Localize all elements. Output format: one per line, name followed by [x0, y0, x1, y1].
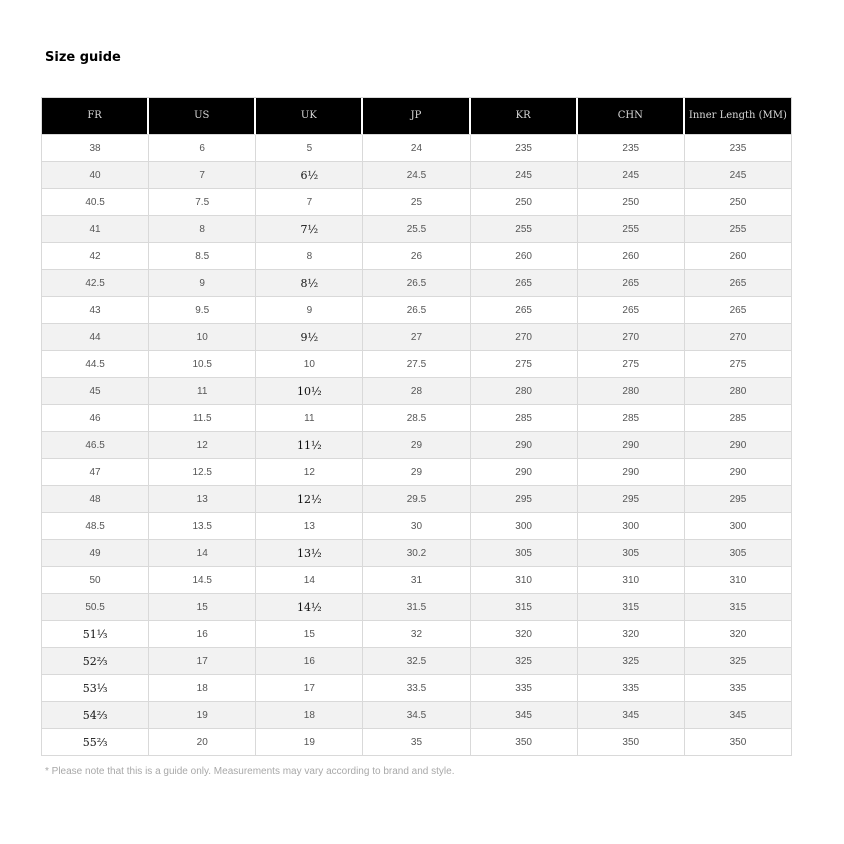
cell-uk: 5 — [256, 135, 363, 162]
cell-chn: 235 — [578, 135, 685, 162]
cell-inner-length: 295 — [685, 486, 792, 513]
cell-fr: 45 — [42, 378, 149, 405]
cell-uk: 10 — [256, 351, 363, 378]
cell-chn: 315 — [578, 594, 685, 621]
cell-uk: 9 — [256, 297, 363, 324]
cell-kr: 350 — [471, 729, 578, 756]
cell-uk: 13 — [256, 513, 363, 540]
table-row — [42, 702, 792, 729]
cell-uk: 12 — [256, 459, 363, 486]
table-row — [42, 189, 792, 216]
cell-uk: 19 — [256, 729, 363, 756]
cell-inner-length: 335 — [685, 675, 792, 702]
cell-kr: 265 — [471, 270, 578, 297]
cell-jp: 26 — [363, 243, 470, 270]
cell-us: 7.5 — [149, 189, 256, 216]
cell-chn: 300 — [578, 513, 685, 540]
table-row — [42, 459, 792, 486]
cell-chn: 350 — [578, 729, 685, 756]
table-row — [42, 162, 792, 189]
cell-chn: 310 — [578, 567, 685, 594]
cell-us: 20 — [149, 729, 256, 756]
cell-uk: 16 — [256, 648, 363, 675]
cell-inner-length: 280 — [685, 378, 792, 405]
cell-chn: 285 — [578, 405, 685, 432]
cell-jp: 31.5 — [363, 594, 470, 621]
cell-chn: 290 — [578, 432, 685, 459]
cell-us: 15 — [149, 594, 256, 621]
table-row — [42, 351, 792, 378]
cell-kr: 290 — [471, 432, 578, 459]
cell-chn: 335 — [578, 675, 685, 702]
cell-jp: 29 — [363, 459, 470, 486]
cell-chn: 275 — [578, 351, 685, 378]
cell-us: 13 — [149, 486, 256, 513]
cell-kr: 265 — [471, 297, 578, 324]
cell-fr: 40 — [42, 162, 149, 189]
cell-inner-length: 305 — [685, 540, 792, 567]
cell-uk: 10½ — [256, 378, 363, 405]
cell-kr: 320 — [471, 621, 578, 648]
cell-us: 9.5 — [149, 297, 256, 324]
cell-us: 19 — [149, 702, 256, 729]
cell-uk: 13½ — [256, 540, 363, 567]
cell-jp: 28.5 — [363, 405, 470, 432]
cell-chn: 270 — [578, 324, 685, 351]
cell-uk: 7 — [256, 189, 363, 216]
cell-chn: 295 — [578, 486, 685, 513]
cell-uk: 11½ — [256, 432, 363, 459]
cell-fr: 53⅓ — [42, 675, 149, 702]
cell-fr: 48.5 — [42, 513, 149, 540]
cell-uk: 14½ — [256, 594, 363, 621]
table-row — [42, 729, 792, 756]
cell-inner-length: 350 — [685, 729, 792, 756]
cell-jp: 27.5 — [363, 351, 470, 378]
cell-chn: 320 — [578, 621, 685, 648]
table-row — [42, 540, 792, 567]
cell-jp: 31 — [363, 567, 470, 594]
cell-us: 6 — [149, 135, 256, 162]
header-inner-length: Inner Length (MM) — [685, 98, 792, 135]
table-row — [42, 270, 792, 297]
cell-inner-length: 235 — [685, 135, 792, 162]
cell-fr: 49 — [42, 540, 149, 567]
cell-inner-length: 265 — [685, 297, 792, 324]
cell-chn: 265 — [578, 297, 685, 324]
cell-kr: 270 — [471, 324, 578, 351]
cell-inner-length: 285 — [685, 405, 792, 432]
table-row — [42, 621, 792, 648]
header-fr: FR — [42, 98, 149, 135]
cell-kr: 305 — [471, 540, 578, 567]
cell-us: 10.5 — [149, 351, 256, 378]
cell-us: 8 — [149, 216, 256, 243]
cell-inner-length: 315 — [685, 594, 792, 621]
cell-fr: 46.5 — [42, 432, 149, 459]
cell-inner-length: 345 — [685, 702, 792, 729]
cell-jp: 29.5 — [363, 486, 470, 513]
cell-chn: 245 — [578, 162, 685, 189]
cell-fr: 41 — [42, 216, 149, 243]
cell-chn: 265 — [578, 270, 685, 297]
cell-kr: 255 — [471, 216, 578, 243]
cell-kr: 300 — [471, 513, 578, 540]
cell-us: 11 — [149, 378, 256, 405]
cell-us: 14 — [149, 540, 256, 567]
cell-us: 8.5 — [149, 243, 256, 270]
cell-fr: 48 — [42, 486, 149, 513]
cell-fr: 50 — [42, 567, 149, 594]
cell-jp: 24 — [363, 135, 470, 162]
cell-kr: 250 — [471, 189, 578, 216]
cell-jp: 25 — [363, 189, 470, 216]
cell-inner-length: 265 — [685, 270, 792, 297]
cell-kr: 260 — [471, 243, 578, 270]
cell-kr: 280 — [471, 378, 578, 405]
cell-fr: 50.5 — [42, 594, 149, 621]
cell-fr: 54⅔ — [42, 702, 149, 729]
cell-jp: 27 — [363, 324, 470, 351]
cell-fr: 55⅔ — [42, 729, 149, 756]
cell-chn: 345 — [578, 702, 685, 729]
cell-kr: 295 — [471, 486, 578, 513]
cell-us: 14.5 — [149, 567, 256, 594]
header-chn: CHN — [578, 98, 685, 135]
cell-fr: 38 — [42, 135, 149, 162]
cell-us: 16 — [149, 621, 256, 648]
cell-inner-length: 325 — [685, 648, 792, 675]
cell-uk: 17 — [256, 675, 363, 702]
cell-kr: 345 — [471, 702, 578, 729]
cell-us: 7 — [149, 162, 256, 189]
table-header-row — [42, 98, 792, 135]
header-us: US — [149, 98, 256, 135]
table-row — [42, 378, 792, 405]
cell-us: 18 — [149, 675, 256, 702]
cell-jp: 28 — [363, 378, 470, 405]
cell-chn: 250 — [578, 189, 685, 216]
cell-kr: 315 — [471, 594, 578, 621]
cell-uk: 14 — [256, 567, 363, 594]
cell-fr: 44 — [42, 324, 149, 351]
cell-chn: 305 — [578, 540, 685, 567]
cell-chn: 260 — [578, 243, 685, 270]
cell-uk: 9½ — [256, 324, 363, 351]
cell-kr: 325 — [471, 648, 578, 675]
cell-fr: 51⅓ — [42, 621, 149, 648]
cell-inner-length: 270 — [685, 324, 792, 351]
cell-jp: 34.5 — [363, 702, 470, 729]
cell-chn: 280 — [578, 378, 685, 405]
cell-us: 10 — [149, 324, 256, 351]
table-row — [42, 297, 792, 324]
cell-kr: 275 — [471, 351, 578, 378]
cell-jp: 32 — [363, 621, 470, 648]
cell-uk: 8 — [256, 243, 363, 270]
cell-fr: 52⅔ — [42, 648, 149, 675]
cell-kr: 235 — [471, 135, 578, 162]
cell-inner-length: 310 — [685, 567, 792, 594]
cell-fr: 46 — [42, 405, 149, 432]
cell-inner-length: 300 — [685, 513, 792, 540]
cell-kr: 245 — [471, 162, 578, 189]
cell-jp: 33.5 — [363, 675, 470, 702]
cell-jp: 26.5 — [363, 270, 470, 297]
cell-jp: 35 — [363, 729, 470, 756]
cell-jp: 26.5 — [363, 297, 470, 324]
table-row — [42, 486, 792, 513]
header-kr: KR — [471, 98, 578, 135]
cell-us: 12 — [149, 432, 256, 459]
disclaimer-note: * Please note that this is a guide only. Measurements may vary according to brand and style. — [45, 766, 455, 777]
cell-chn: 255 — [578, 216, 685, 243]
cell-inner-length: 255 — [685, 216, 792, 243]
cell-uk: 7½ — [256, 216, 363, 243]
cell-kr: 285 — [471, 405, 578, 432]
table-row — [42, 216, 792, 243]
table-row — [42, 135, 792, 162]
table-row — [42, 567, 792, 594]
cell-uk: 18 — [256, 702, 363, 729]
cell-jp: 25.5 — [363, 216, 470, 243]
cell-fr: 43 — [42, 297, 149, 324]
cell-fr: 42.5 — [42, 270, 149, 297]
cell-us: 12.5 — [149, 459, 256, 486]
table-row — [42, 675, 792, 702]
cell-inner-length: 320 — [685, 621, 792, 648]
table-row — [42, 432, 792, 459]
cell-jp: 24.5 — [363, 162, 470, 189]
cell-uk: 8½ — [256, 270, 363, 297]
cell-inner-length: 290 — [685, 432, 792, 459]
table-row — [42, 648, 792, 675]
cell-chn: 290 — [578, 459, 685, 486]
table-row — [42, 243, 792, 270]
cell-jp: 30 — [363, 513, 470, 540]
cell-uk: 15 — [256, 621, 363, 648]
cell-chn: 325 — [578, 648, 685, 675]
cell-kr: 290 — [471, 459, 578, 486]
cell-fr: 44.5 — [42, 351, 149, 378]
cell-kr: 335 — [471, 675, 578, 702]
cell-uk: 6½ — [256, 162, 363, 189]
table-row — [42, 594, 792, 621]
cell-fr: 42 — [42, 243, 149, 270]
cell-fr: 40.5 — [42, 189, 149, 216]
cell-inner-length: 245 — [685, 162, 792, 189]
cell-us: 17 — [149, 648, 256, 675]
cell-jp: 32.5 — [363, 648, 470, 675]
cell-inner-length: 290 — [685, 459, 792, 486]
cell-us: 13.5 — [149, 513, 256, 540]
cell-inner-length: 260 — [685, 243, 792, 270]
table-row — [42, 324, 792, 351]
cell-jp: 30.2 — [363, 540, 470, 567]
page-title: Size guide — [45, 50, 121, 65]
header-uk: UK — [256, 98, 363, 135]
cell-fr: 47 — [42, 459, 149, 486]
table-row — [42, 405, 792, 432]
cell-inner-length: 275 — [685, 351, 792, 378]
table-body — [42, 135, 792, 756]
cell-uk: 11 — [256, 405, 363, 432]
cell-us: 9 — [149, 270, 256, 297]
size-table — [41, 97, 792, 756]
cell-inner-length: 250 — [685, 189, 792, 216]
cell-kr: 310 — [471, 567, 578, 594]
cell-us: 11.5 — [149, 405, 256, 432]
cell-jp: 29 — [363, 432, 470, 459]
cell-uk: 12½ — [256, 486, 363, 513]
table-row — [42, 513, 792, 540]
header-jp: JP — [363, 98, 470, 135]
